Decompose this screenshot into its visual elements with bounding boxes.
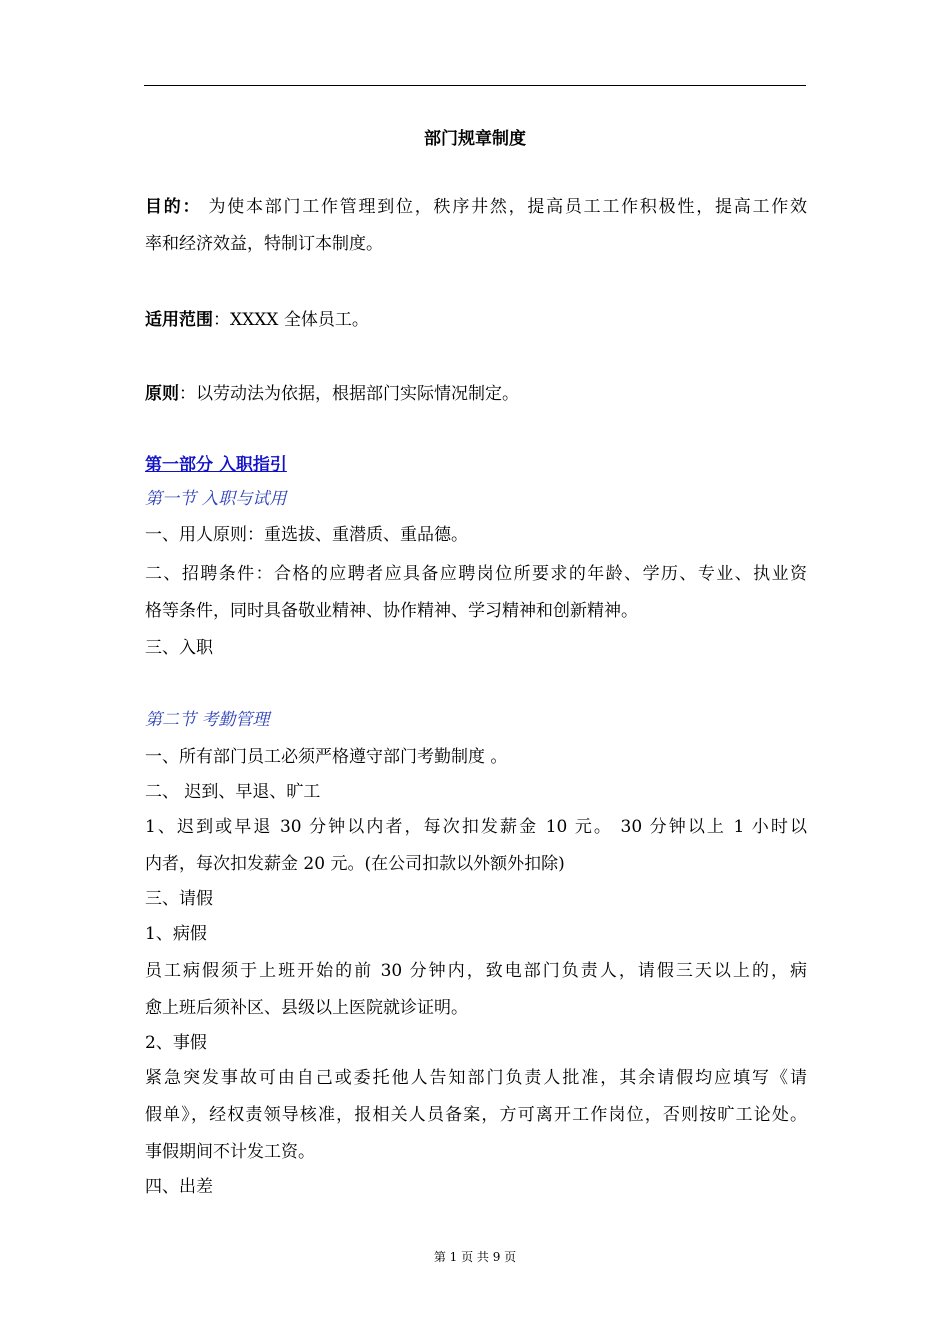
principle-line xyxy=(145,379,519,404)
section-two-line-2: 二、 迟到、早退、旷工 xyxy=(145,782,321,802)
section-two-line-12: 事假期间不计发工资。 xyxy=(145,1142,315,1162)
section-two-line-6: 1、病假 xyxy=(145,924,207,944)
header-rule xyxy=(144,85,806,86)
purpose-line-2: 率和经济效益，特制订本制度。 xyxy=(145,234,383,254)
section-one-heading: 第一节 入职与试用 xyxy=(145,489,287,509)
section-two-line-8: 愈上班后须补区、县级以上医院就诊证明。 xyxy=(145,998,468,1018)
purpose-line-1 xyxy=(145,192,807,217)
scope-line xyxy=(145,305,369,330)
section-one-line-3: 格等条件，同时具备敬业精神、协作精神、学习精神和创新精神。 xyxy=(145,601,638,621)
section-two-line-4: 内者，每次扣发薪金 20 元。(在公司扣款以外额外扣除) xyxy=(145,854,565,874)
section-two-line-10: 紧急突发事故可由自己或委托他人告知部门负责人批准，其余请假均应填写《请 xyxy=(145,1068,807,1088)
section-two-line-7: 员工病假须于上班开始的前 30 分钟内，致电部门负责人，请假三天以上的，病 xyxy=(145,961,807,981)
section-two-line-9: 2、事假 xyxy=(145,1033,207,1053)
principle-label: 原则 xyxy=(145,384,179,404)
section-one-line-1: 一、用人原则：重选拔、重潜质、重品德。 xyxy=(145,525,468,545)
section-two-line-3: 1、迟到或早退 30 分钟以内者，每次扣发薪金 10 元。 30 分钟以上 1 小时以 xyxy=(145,817,807,837)
section-two-line-1: 一、所有部门员工必须严格遵守部门考勤制度 。 xyxy=(145,747,508,767)
part-one-heading[interactable]: 第一部分 入职指引 xyxy=(145,455,287,475)
purpose-label: 目的： xyxy=(145,197,202,217)
section-one-line-4: 三、入职 xyxy=(145,638,213,658)
scope-text: ：XXXX 全体员工。 xyxy=(213,310,369,330)
section-two-line-13: 四、出差 xyxy=(145,1177,213,1197)
page-footer: 第 1 页 共 9 页 xyxy=(433,1250,517,1264)
purpose-text-1: 为使本部门工作管理到位，秩序井然，提高员工工作积极性，提高工作效 xyxy=(201,197,807,217)
section-two-heading: 第二节 考勤管理 xyxy=(145,710,270,730)
scope-label: 适用范围 xyxy=(145,310,213,330)
section-two-line-5: 三、请假 xyxy=(145,889,213,909)
document-title: 部门规章制度 xyxy=(424,129,526,149)
principle-text: ：以劳动法为依据，根据部门实际情况制定。 xyxy=(179,384,519,404)
section-one-line-2: 二、招聘条件：合格的应聘者应具备应聘岗位所要求的年龄、学历、专业、执业资 xyxy=(145,564,807,584)
section-two-line-11: 假单》，经权责领导核准，报相关人员备案，方可离开工作岗位，否则按旷工论处。 xyxy=(145,1105,807,1125)
